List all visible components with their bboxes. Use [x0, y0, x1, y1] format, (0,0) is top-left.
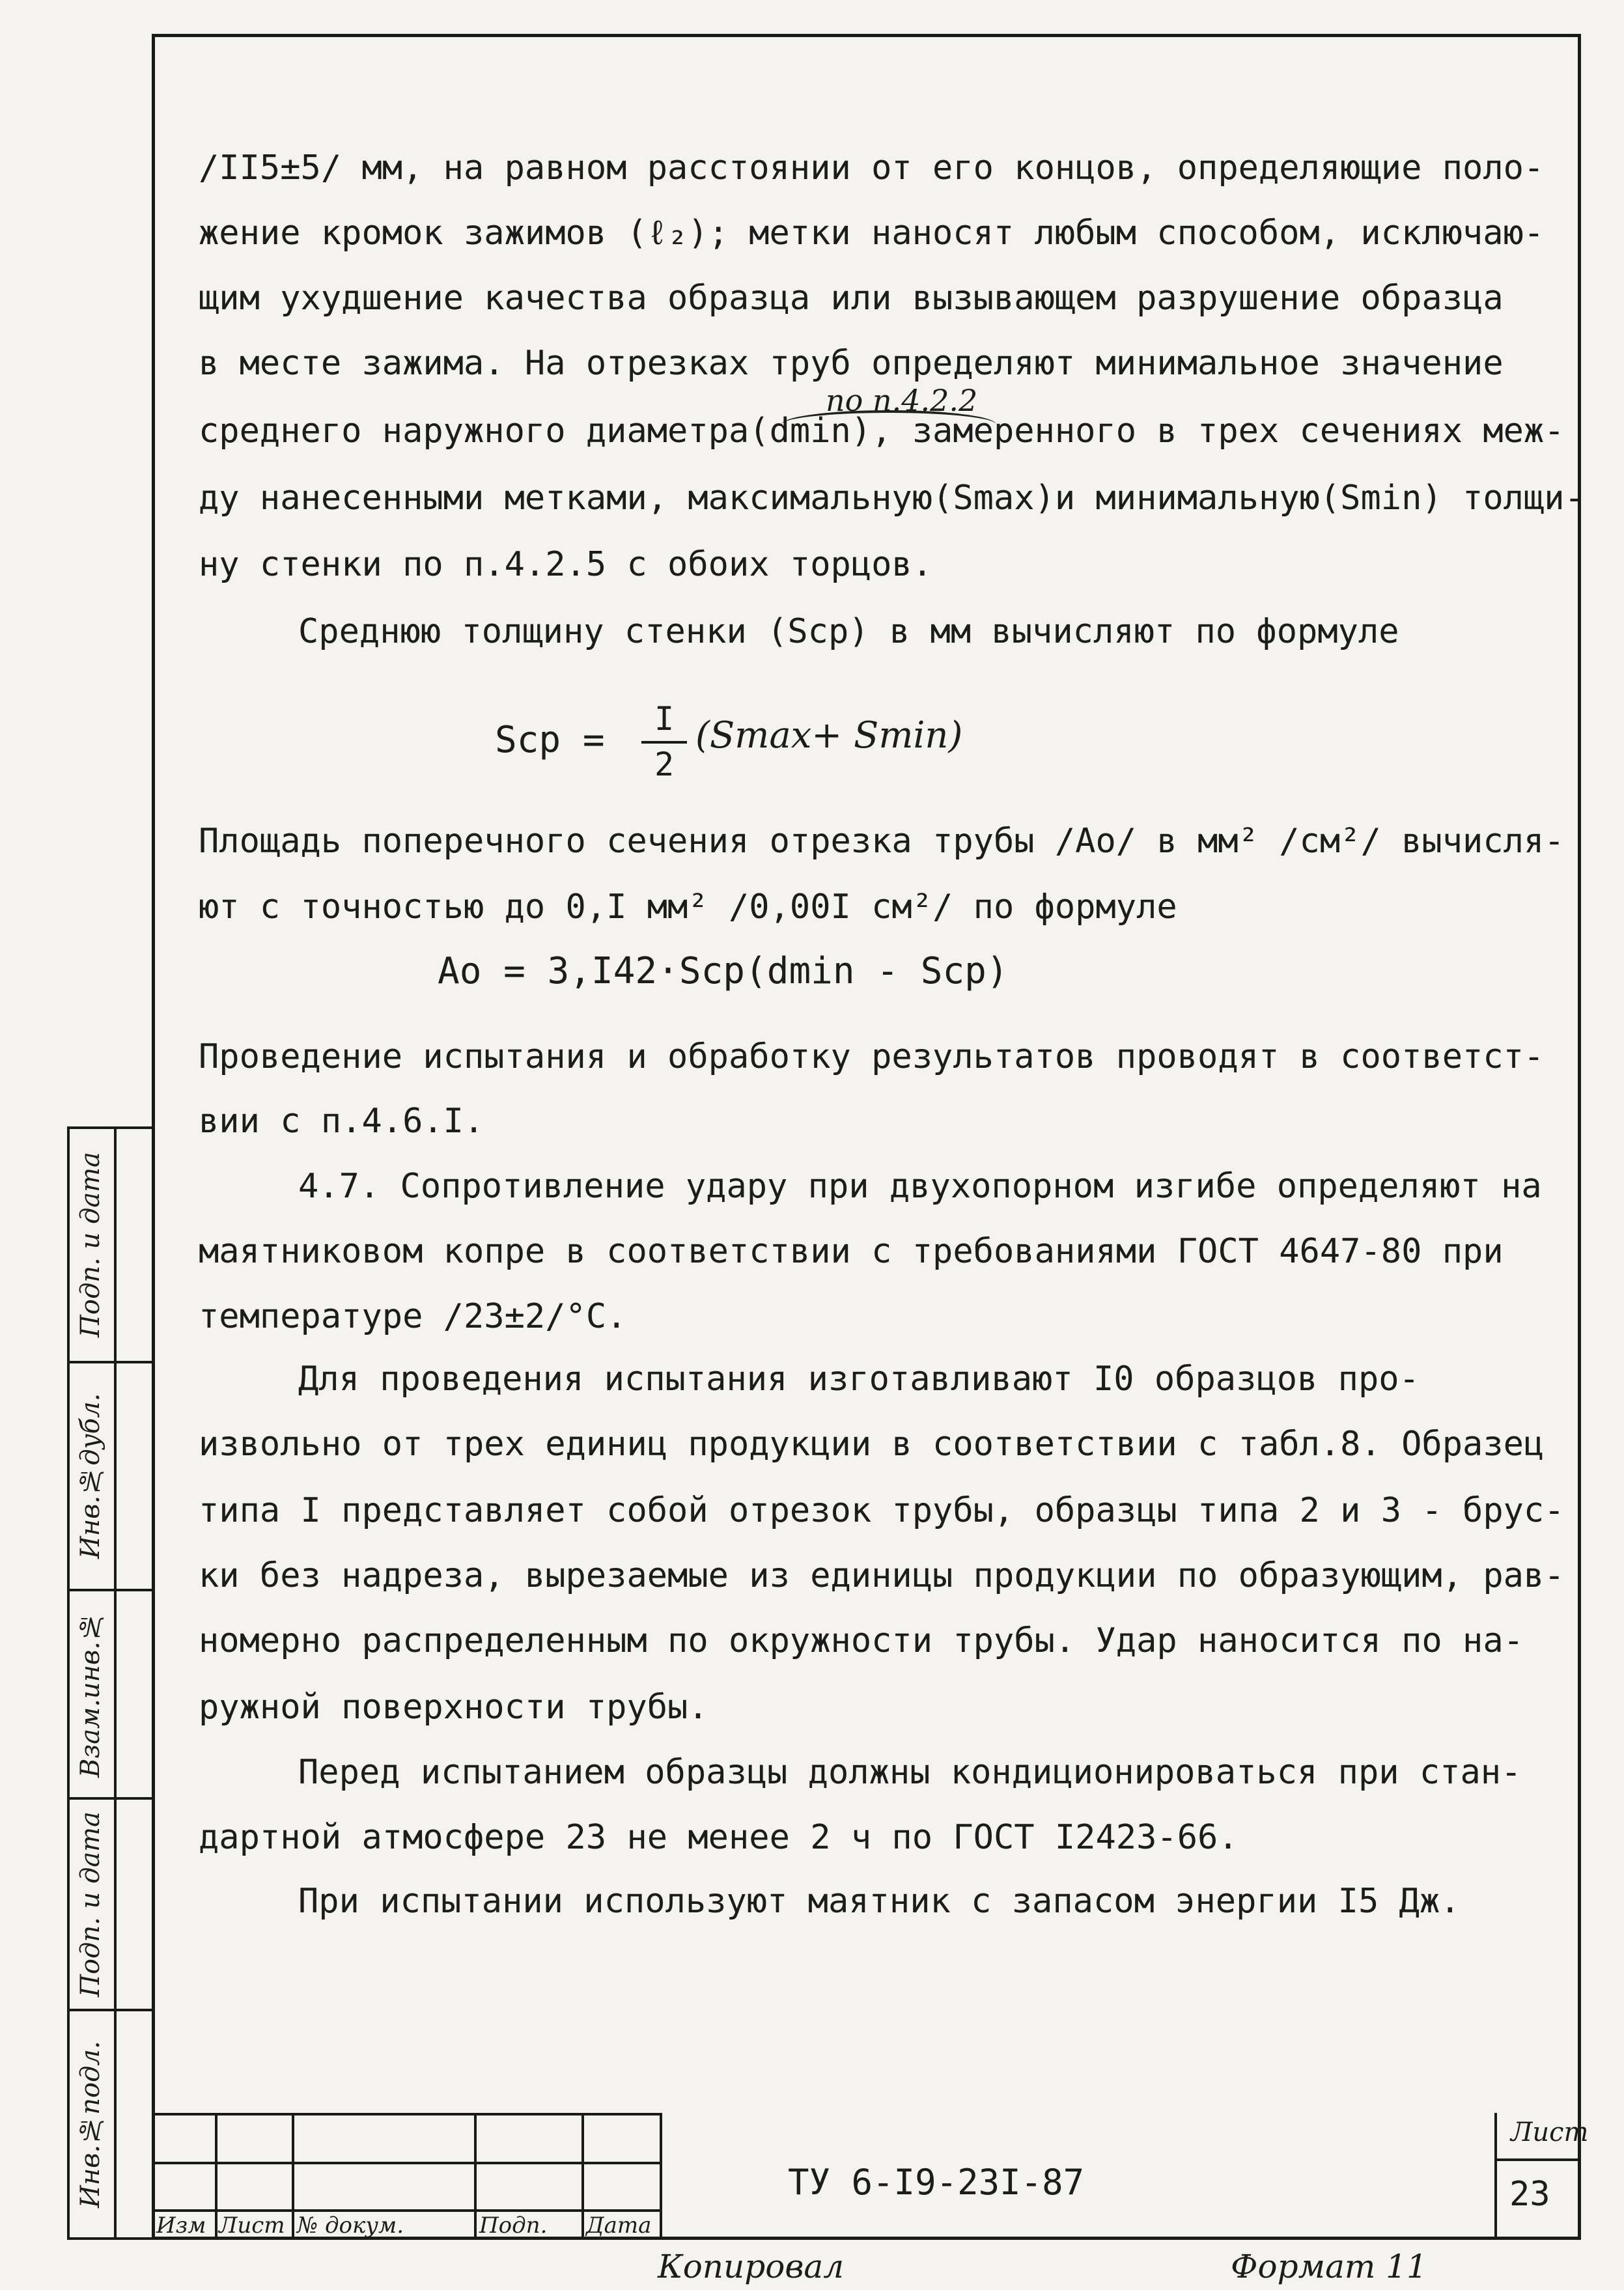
- fraction-bar: [641, 741, 687, 744]
- title-block-rule: [215, 2113, 217, 2240]
- text-line-6: ду нанесенными метками, максимальную(Smax)и минимальную(Smin) толщи-: [199, 479, 1585, 518]
- text-line-10: ют с точностью до 0,I мм² /0,00I см²/ по формуле: [199, 887, 1177, 927]
- col-signature: Подп.: [479, 2213, 548, 2239]
- text-line-12: вии с п.4.6.I.: [199, 1102, 484, 1141]
- title-block-rule: [581, 2113, 584, 2240]
- col-sheet: Лист: [219, 2213, 285, 2239]
- margin-stamp-divider: [114, 1126, 117, 2240]
- stamp-orig-inv: Инв.№подл.: [76, 2041, 105, 2208]
- text-line-11: Проведение испытания и обработку результатов проводят в соответст-: [199, 1037, 1545, 1076]
- title-block-rule: [1494, 2158, 1581, 2161]
- text-line-7: ну стенки по п.4.2.5 с обоих торцов.: [199, 545, 933, 584]
- text-line-15: температуре /23±2/°С.: [199, 1297, 627, 1336]
- formula-ao: Ao = 3,I42·Sср(dmin - Sср): [438, 950, 1009, 992]
- text-line-2: жение кромок зажимов (ℓ₂); метки наносят любым способом, исключаю-: [199, 214, 1545, 253]
- text-line-21: ружной поверхности трубы.: [199, 1688, 708, 1727]
- text-line-1: /II5±5/ мм, на равном расстоянии от его концов, определяющие поло-: [199, 148, 1545, 188]
- text-line-4: в месте зажима. На отрезках труб определяют минимальное значение: [199, 344, 1504, 383]
- text-line-20: номерно распределенным по окружности трубы. Удар наносится по на-: [199, 1621, 1524, 1660]
- text-line-23: дартной атмосфере 23 не менее 2 ч по ГОСТ I2423-66.: [199, 1818, 1239, 1857]
- col-doc-no: № докум.: [297, 2213, 404, 2239]
- text-line-16: Для проведения испытания изготавливают I0 образцов про-: [298, 1360, 1420, 1399]
- text-line-24: При испытании используют маятник с запасом энергии I5 Дж.: [298, 1882, 1461, 1921]
- stamp-sign-date-2: Подп. и дата: [76, 1152, 105, 1338]
- title-block-rule: [474, 2113, 477, 2240]
- col-change: Изм: [156, 2213, 206, 2239]
- col-date: Дата: [586, 2213, 652, 2239]
- formula-scp-rhs: (Smax+ Smin): [695, 714, 963, 757]
- footer-format: Формат 11: [1231, 2248, 1427, 2285]
- formula-scp-denominator: 2: [654, 746, 675, 783]
- sheet-label: Лист: [1511, 2117, 1589, 2147]
- stamp-repl-inv: Взам.инв.№: [76, 1611, 105, 1778]
- stamp-sign-date-1: Подп. и дата: [76, 1811, 105, 1997]
- text-line-3: щим ухудшение качества образца или вызывающем разрушение образца: [199, 279, 1504, 318]
- sheet-number: 23: [1509, 2175, 1550, 2214]
- stamp-dup-inv: Инв.№дубл.: [76, 1393, 105, 1559]
- text-line-22: Перед испытанием образцы должны кондиционироваться при стан-: [298, 1753, 1522, 1792]
- title-block-rule: [660, 2113, 662, 2240]
- text-line-17: извольно от трех единиц продукции в соответствии с табл.8. Образец: [199, 1425, 1545, 1464]
- title-block-rule: [1494, 2113, 1497, 2240]
- title-block-rule: [292, 2113, 294, 2240]
- text-line-13: 4.7. Сопротивление удару при двухопорном изгибе определяют на: [298, 1167, 1542, 1206]
- text-line-9: Площадь поперечного сечения отрезка трубы /Ао/ в мм² /см²/ вычисля-: [199, 822, 1565, 861]
- text-line-8: Среднюю толщину стенки (Sср) в мм вычисляют по формуле: [298, 612, 1399, 651]
- document-code: ТУ 6-I9-23I-87: [788, 2162, 1085, 2203]
- formula-scp-numerator: I: [654, 700, 675, 738]
- text-line-19: ки без надреза, вырезаемые из единицы продукции по образующим, рав-: [199, 1556, 1565, 1595]
- footer-copied: Копировал: [658, 2248, 845, 2285]
- text-line-14: маятниковом копре в соответствии с требованиями ГОСТ 4647-80 при: [199, 1232, 1504, 1271]
- formula-scp-lhs: Sср =: [495, 719, 605, 761]
- text-line-5: среднего наружного диаметра(dmin), замеренного в трех сечениях меж-: [199, 412, 1565, 451]
- handwritten-note: по п.4.2.2: [826, 383, 978, 418]
- text-line-18: типа I представляет собой отрезок трубы, образцы типа 2 и 3 - брус-: [199, 1491, 1565, 1530]
